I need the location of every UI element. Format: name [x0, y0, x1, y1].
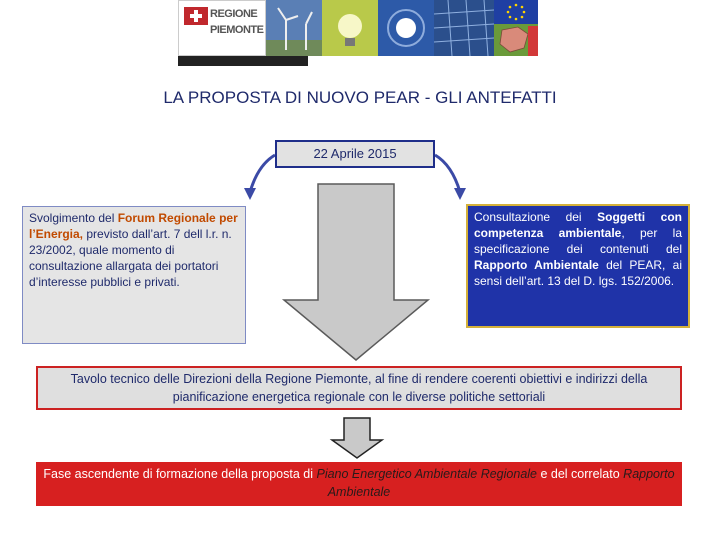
arrow-right-curve	[435, 155, 460, 192]
arrow-left-head	[244, 188, 256, 200]
forum-text-1: Svolgimento del	[29, 211, 118, 225]
fase-text-2: Piano Energetico Ambientale Regionale	[316, 467, 537, 481]
fase-text-1: Fase ascendente di formazione della proposta di	[43, 467, 317, 481]
fase-text-4: Rapporto Ambientale	[327, 467, 675, 499]
big-down-arrow	[284, 184, 428, 360]
date-box: 22 Aprile 2015	[275, 140, 435, 168]
consult-text-3: , per la specificazione dei contenuti del	[474, 226, 683, 256]
arrow-right-head	[454, 188, 466, 200]
fase-text-3: e del correlato	[537, 467, 624, 481]
consultazione-box	[466, 204, 690, 328]
consult-text-5: del PEAR, ai sensi dell’art. 13 del D. lgs. 152/2006.	[474, 258, 682, 288]
forum-text-3: previsto dall’art. 7 dell l.r. n. 23/2002, quale momento di consultazione allargata dei portatori d’interesse pubblici e privati.	[29, 227, 232, 289]
logo-text-line1: REGIONE	[210, 8, 258, 20]
small-down-arrow	[332, 418, 382, 458]
consult-text-4: Rapporto Ambientale	[474, 258, 599, 272]
forum-text-2: Forum Regionale per l’Energia,	[29, 211, 238, 241]
forum-box	[22, 206, 246, 344]
page-title: LA PROPOSTA DI NUOVO PEAR - GLI ANTEFATTI	[163, 88, 557, 107]
arrow-left-curve	[250, 155, 275, 192]
consult-text-2: Soggetti con competenza ambientale	[474, 210, 683, 240]
logo-text-line2: PIEMONTE	[210, 24, 264, 36]
tavolo-tecnico-box: Tavolo tecnico delle Direzioni della Regione Piemonte, al fine di rendere coerenti obiettivi e indirizzi della pianificazione energetica regionale con le diverse politiche settoriali	[36, 366, 682, 410]
fase-ascendente-box	[36, 462, 682, 506]
consult-text-1: Consultazione dei	[474, 210, 598, 224]
